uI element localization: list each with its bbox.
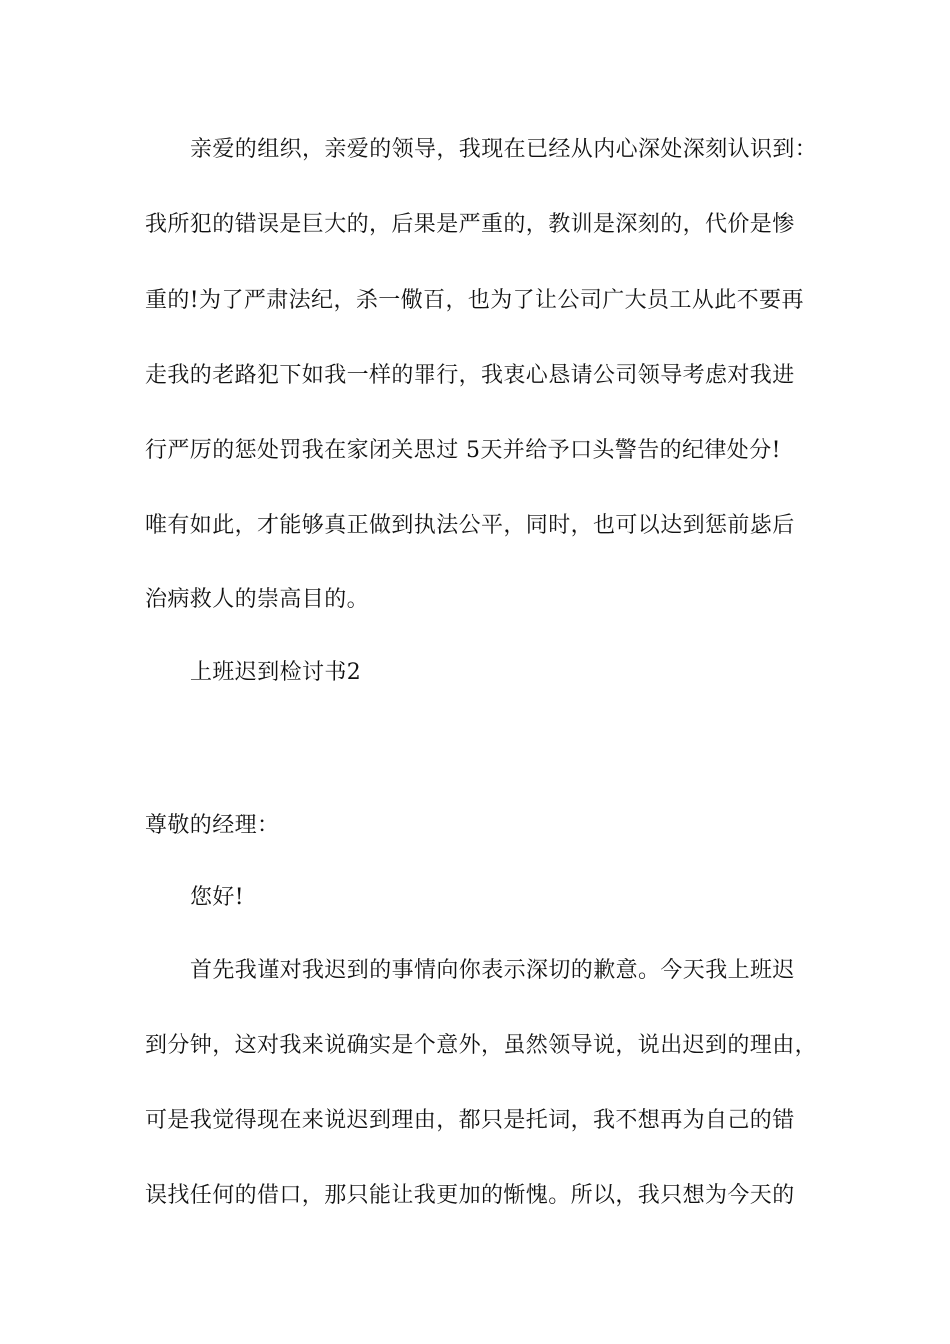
paragraph-2-line-2: 到分钟，这对我来说确实是个意外，虽然领导说，说出迟到的理由， bbox=[145, 1033, 818, 1058]
paragraph-1-line-1: 亲爱的组织，亲爱的领导，我现在已经从内心深处深刻认识到： bbox=[190, 137, 818, 162]
greeting: 您好! bbox=[190, 885, 245, 910]
paragraph-1-line-3: 重的!为了严肃法纪，杀一儆百，也为了让公司广大员工从此不要再 bbox=[145, 288, 804, 313]
paragraph-1-line-7: 治病救人的崇高目的。 bbox=[145, 587, 370, 612]
paragraph-1-line-2: 我所犯的错误是巨大的，后果是严重的，教训是深刻的，代价是惨 bbox=[145, 212, 795, 237]
section-title: 上班迟到检讨书2 bbox=[190, 660, 362, 685]
paragraph-1-line-6: 唯有如此，才能够真正做到执法公平，同时，也可以达到惩前毖后 bbox=[145, 513, 795, 538]
paragraph-1-line-4: 走我的老路犯下如我一样的罪行，我衷心恳请公司领导考虑对我进 bbox=[145, 363, 795, 388]
paragraph-2-line-4: 误找任何的借口，那只能让我更加的惭愧。所以，我只想为今天的 bbox=[145, 1183, 795, 1208]
paragraph-2-line-3: 可是我觉得现在来说迟到理由，都只是托词，我不想再为自己的错 bbox=[145, 1108, 795, 1133]
salutation: 尊敬的经理： bbox=[145, 813, 280, 838]
paragraph-1-line-5: 行严厉的惩处罚我在家闭关思过 5天并给予口头警告的纪律处分! bbox=[145, 438, 781, 463]
paragraph-2-line-1: 首先我谨对我迟到的事情向你表示深切的歉意。今天我上班迟 bbox=[190, 958, 795, 983]
